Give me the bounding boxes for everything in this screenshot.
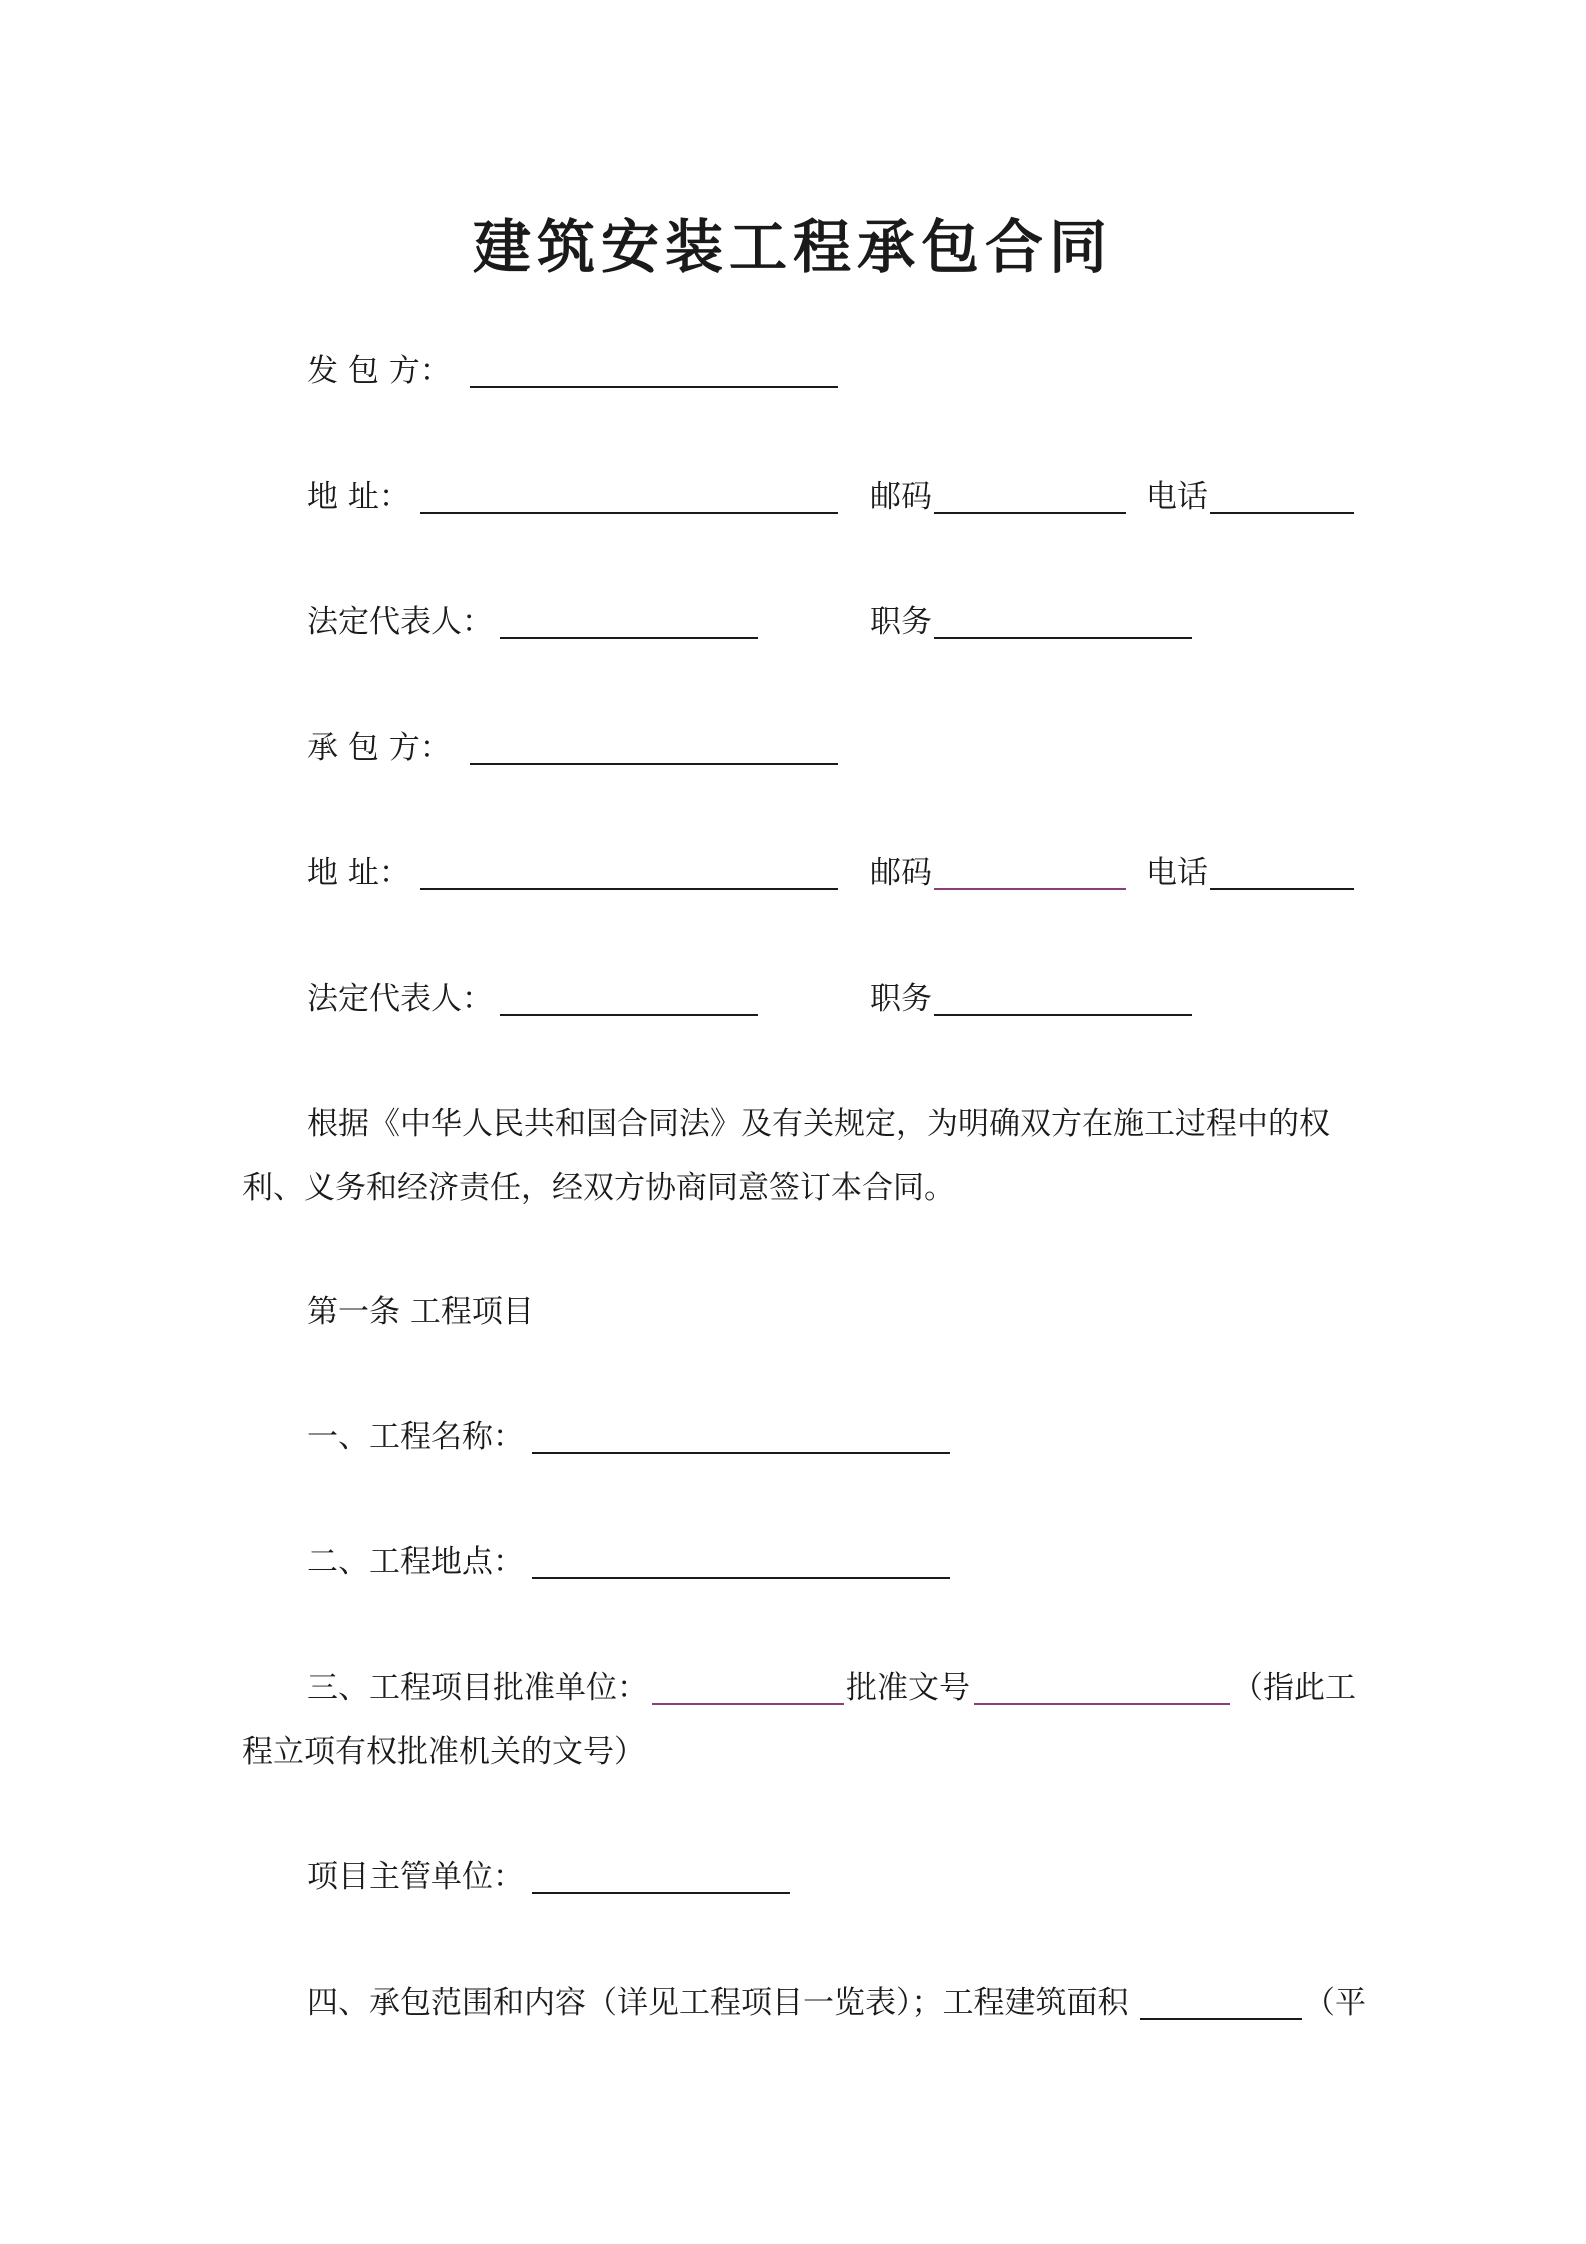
contractor-postcode-blank[interactable] <box>934 888 1126 890</box>
employer-label: 发 包 方： <box>307 353 451 389</box>
preamble-line-1: 根据《中华人民共和国合同法》及有关规定，为明确双方在施工过程中的权 <box>307 1106 1330 1142</box>
item-2-label: 二、工程地点： <box>307 1544 524 1580</box>
item-3-label: 三、工程项目批准单位： <box>307 1670 648 1706</box>
item-4-text: 四、承包范围和内容（详见工程项目一览表）；工程建筑面积 <box>307 1985 1129 2021</box>
contractor-phone-label: 电话 <box>1146 855 1208 891</box>
approval-unit-blank[interactable] <box>652 1703 844 1705</box>
project-name-blank[interactable] <box>532 1452 950 1454</box>
project-location-blank[interactable] <box>532 1577 950 1579</box>
employer-address-blank[interactable] <box>420 512 838 514</box>
item-4-suffix: （平 <box>1304 1985 1366 2021</box>
item-1-label: 一、工程名称： <box>307 1419 524 1455</box>
employer-phone-blank[interactable] <box>1210 512 1354 514</box>
contractor-address-blank[interactable] <box>420 888 838 890</box>
contractor-name-blank[interactable] <box>470 763 838 765</box>
contractor-position-blank[interactable] <box>934 1014 1192 1016</box>
item-3-note-a: （指此工 <box>1232 1670 1356 1706</box>
item-3-doc-label: 批准文号 <box>846 1670 970 1706</box>
contractor-label: 承 包 方： <box>307 730 451 766</box>
contractor-postcode-label: 邮码 <box>870 855 932 891</box>
contractor-phone-blank[interactable] <box>1210 888 1354 890</box>
preamble-line-2: 利、义务和经济责任，经双方协商同意签订本合同。 <box>242 1170 955 1206</box>
item-3-note-b: 程立项有权批准机关的文号） <box>242 1734 645 1770</box>
document-title: 建筑安装工程承包合同 <box>472 213 1113 281</box>
employer-postcode-blank[interactable] <box>934 512 1126 514</box>
employer-rep-blank[interactable] <box>500 637 758 639</box>
contractor-rep-label: 法定代表人： <box>307 981 493 1017</box>
building-area-blank[interactable] <box>1140 2018 1302 2020</box>
supervisor-label: 项目主管单位： <box>307 1859 524 1895</box>
supervisor-blank[interactable] <box>532 1892 790 1894</box>
article-1-heading: 第一条 工程项目 <box>307 1294 534 1330</box>
contractor-rep-blank[interactable] <box>500 1014 758 1016</box>
employer-name-blank[interactable] <box>470 386 838 388</box>
employer-position-blank[interactable] <box>934 637 1192 639</box>
employer-rep-label: 法定代表人： <box>307 604 493 640</box>
employer-address-label: 地 址： <box>307 479 410 515</box>
approval-doc-number-blank[interactable] <box>974 1703 1230 1705</box>
employer-postcode-label: 邮码 <box>870 479 932 515</box>
employer-phone-label: 电话 <box>1146 479 1208 515</box>
contractor-address-label: 地 址： <box>307 855 410 891</box>
employer-position-label: 职务 <box>870 604 932 640</box>
contractor-position-label: 职务 <box>870 981 932 1017</box>
